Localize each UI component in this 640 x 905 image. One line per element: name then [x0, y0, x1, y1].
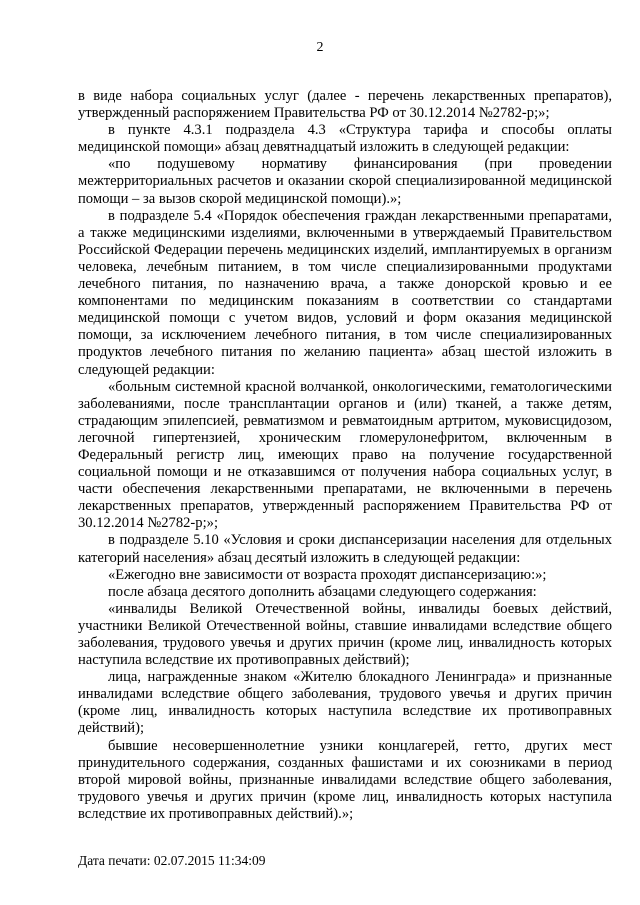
page-number: 2 [316, 40, 324, 55]
paragraph: бывшие несовершеннолетние узники концлагерей, гетто, других мест принудительного содержания, созданных фашистами и их союзниками в период второй мировой войны, признанные инвалидами вследствие общего заболевания, трудового увечья и других причин (кроме лиц, инвалидность которых наступила вследствие их противоправных действий).»; [78, 737, 612, 822]
paragraph: «по подушевому нормативу финансирования (при проведении межтерриториальных расчетов и оказании скорой специализированной медицинской помощи – за вызов скорой медицинской помощи).»; [78, 156, 612, 207]
paragraph: «Ежегодно вне зависимости от возраста проходят диспансеризацию:»; [108, 566, 547, 583]
paragraph: «больным системной красной волчанкой, онкологическими, гематологическими заболеваниями, после трансплантации органов и (или) тканей, а также детям, страдающим эпилепсией, ревматизмом и ревматоидным артритом, муковисцидозом, легочной гипертензией, хроническим гломерулонефритом, включенным в Федеральный регистр лиц, имеющих право на получение государственной социальной помощи и не отказавшимся от получения набора социальных услуг, в части обеспечения лекарственными препаратами, не включенными в перечень лекарственных препаратов, утвержденный распоряжением Правительства РФ от 30.12.2014 №2782-р;»; [78, 378, 612, 532]
paragraph: «инвалиды Великой Отечественной войны, инвалиды боевых действий, участники Великой Отечественной войны, ставшие инвалидами вследствие общего заболевания, трудового увечья и других причин (кроме лиц, инвалидность которых наступила вследствие их противоправных действий); [78, 600, 612, 669]
paragraph: лица, награжденные знаком «Жителю блокадного Ленинграда» и признанные инвалидами вследствие общего заболевания, трудового увечья и других причин (кроме лиц, инвалидность которых наступила вследствие их противоправных действий); [78, 669, 612, 737]
paragraph: в подразделе 5.10 «Условия и сроки диспансеризации населения для отдельных категорий населения» абзац десятый изложить в следующей редакции: [78, 532, 612, 566]
print-date-footer: Дата печати: 02.07.2015 11:34:09 [78, 853, 266, 868]
paragraph: в виде набора социальных услуг (далее - перечень лекарственных препаратов), утвержденный распоряжением Правительства РФ от 30.12.2014 №2782-р;»; [78, 88, 612, 122]
paragraph: после абзаца десятого дополнить абзацами следующего содержания: [108, 583, 537, 600]
document-body [78, 88, 612, 823]
paragraph: в подразделе 5.4 «Порядок обеспечения граждан лекарственными препаратами, а также медицинскими изделиями, включенными в утверждаемый Правительством Российской Федерации перечень медицинских изделий, имплантируемых в организм человека, лечебным питанием, в том числе специализированными продуктами лечебного питания, по назначению врача, а также донорской кровью и ее компонентами по медицинским показаниям в соответствии со стандартами медицинской помощи с учетом видов, условий и форм оказания медицинской помощи, за исключением лечебного питания, в том числе специализированных продуктов лечебного питания по желанию пациента» абзац шестой изложить в следующей редакции: [78, 207, 612, 378]
paragraph: в пункте 4.3.1 подраздела 4.3 «Структура тарифа и способы оплаты медицинской помощи» абзац девятнадцатый изложить в следующей редакции: [78, 122, 612, 156]
